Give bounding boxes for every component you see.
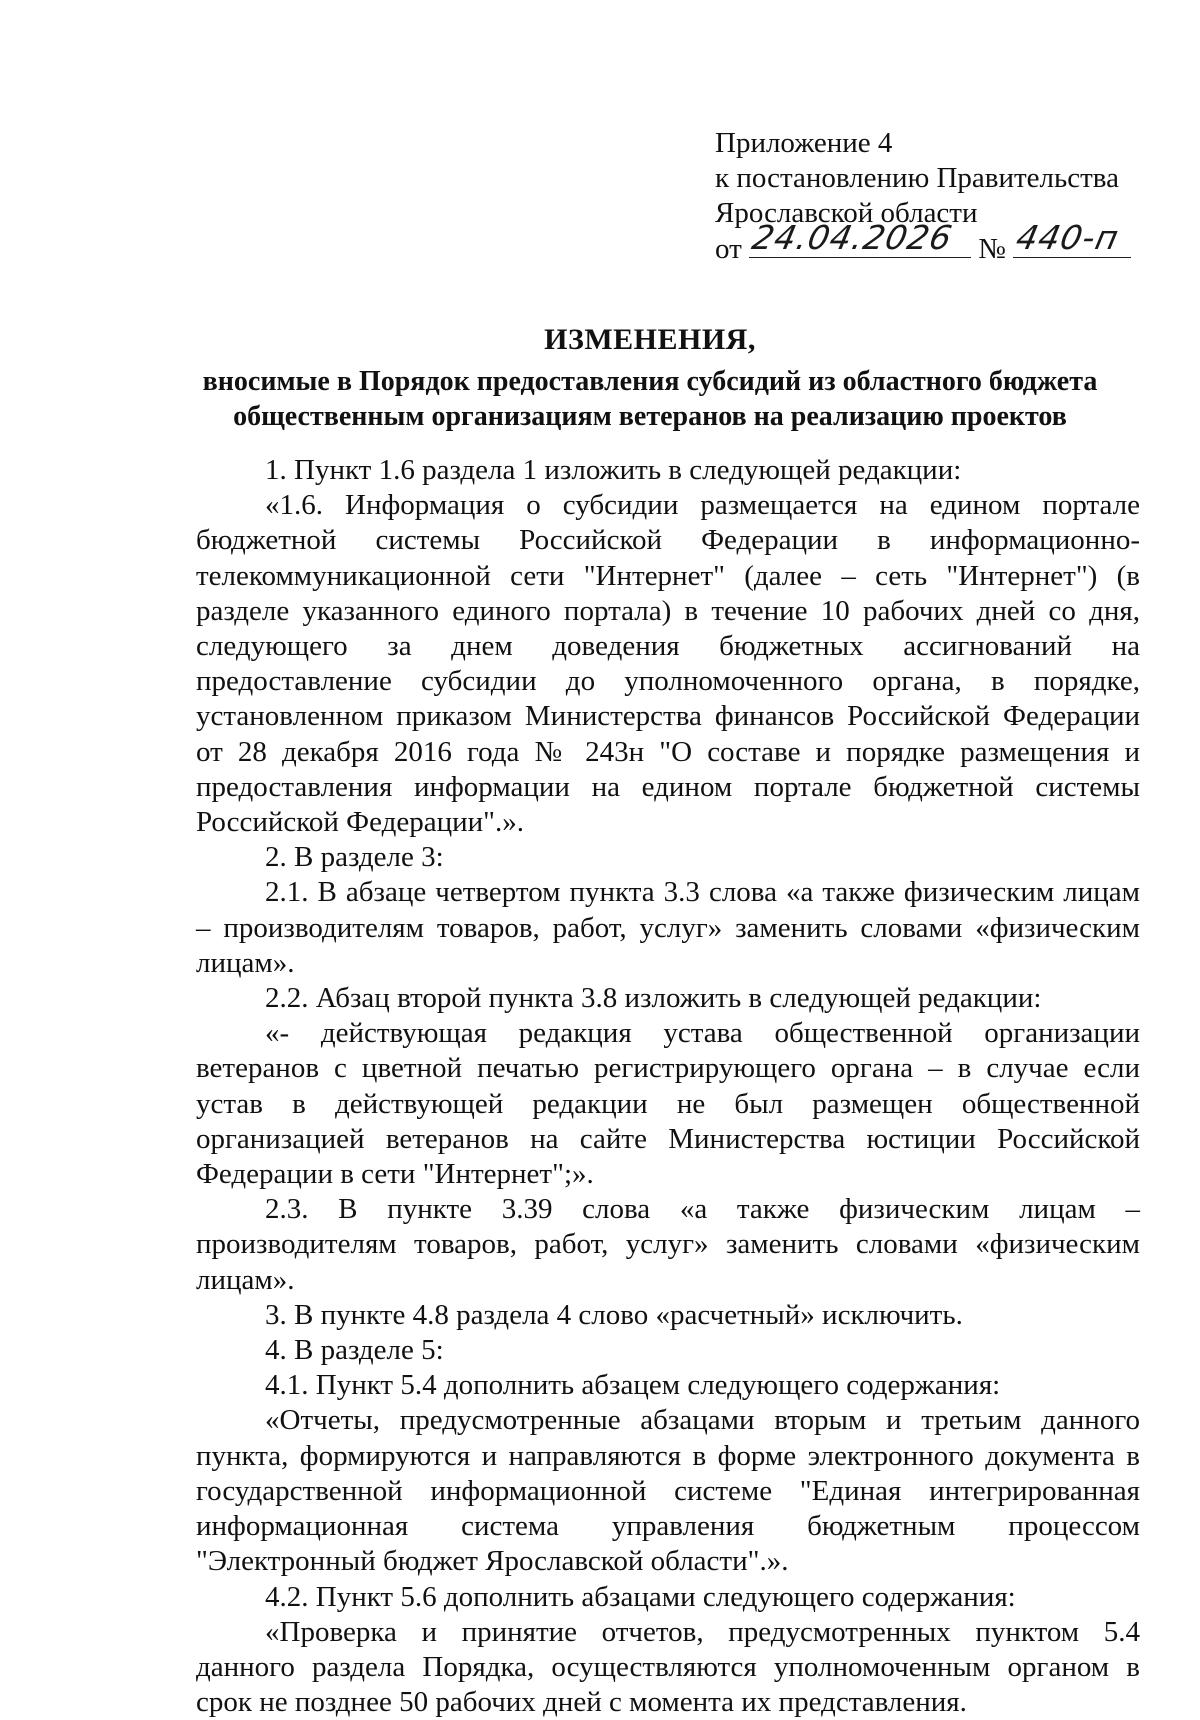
paragraph: «Проверка и принятие отчетов, предусмотренных пунктом 5.4 данного раздела Порядка, осуществляются уполномоченным органом в срок не позднее 50 рабочих дней с момента их представления. [196,1615,1140,1719]
paragraph: 1. Пункт 1.6 раздела 1 изложить в следующей редакции: [265,454,962,486]
document-title [150,322,1150,434]
title-main: ИЗМЕНЕНИЯ, [544,323,756,356]
appendix-region: Ярославской области [715,197,978,229]
paragraph: 4.1. Пункт 5.4 дополнить абзацем следующего содержания: [265,1369,1001,1402]
paragraph: 4. В разделе 5: [265,1334,444,1367]
date-field [748,218,971,258]
appendix-title: Приложение 4 [715,127,893,159]
paragraph: 2.1. В абзаце четвертом пункта 3.3 слова «а также физическим лицам – производителям товаров, работ, услуг» заменить словами «физическим лицам». [196,876,1140,979]
title-line-3: общественным организациям ветеранов на реализацию проектов [233,401,1067,432]
date-handwritten: 24.04.2026 [748,218,957,257]
number-sign: № [978,233,1006,265]
appendix-resolution: к постановлению Правительства [715,162,1119,194]
number-handwritten: 440-п [1013,218,1123,257]
paragraph: 3. В пункте 4.8 раздела 4 слово «расчетный» исключить. [265,1298,963,1331]
appendix-header [715,126,1131,267]
paragraph: 2.2. Абзац второй пункта 3.8 изложить в следующей редакции: [265,982,1042,1015]
appendix-date-number [715,218,1131,267]
date-prefix: от [715,233,742,265]
paragraph: 2. В разделе 3: [265,841,444,874]
paragraph: 2.3. В пункте 3.39 слова «а также физическим лицам – производителям товаров, работ, услуг» заменить словами «физическим лицам». [196,1193,1140,1296]
title-line-2: вносимые в Порядок предоставления субсидий из областного бюджета [202,366,1098,397]
document-body [196,453,1140,1720]
paragraph: «Отчеты, предусмотренные абзацами вторым и третьим данного пункта, формируются и направляются в форме электронного документа в государственной информационной системе "Единая интегрированная информационная система управления бюджетным процессом "Электронный бюджет Ярославской области".». [196,1404,1140,1578]
paragraph: «1.6. Информация о субсидии размещается на едином портале бюджетной системы Российской Федерации в информационно-телекоммуникационной сети "Интернет" (далее – сеть "Интернет") (в разделе указанного единого портала) в течение 10 рабочих дней со дня, следующего за днем доведения бюджетных ассигнований на предоставление субсидии до уполномоченного органа, в порядке, установленном приказом Министерства финансов Российской Федерации от 28 декабря 2016 года № 243н "О составе и порядке размещения и предоставления информации на едином портале бюджетной системы Российской Федерации".». [196,489,1140,839]
paragraph: «- действующая редакция устава общественной организации ветеранов с цветной печатью регистрирующего органа – в случае если устав в действующей редакции не был размещен общественной организацией ветеранов на сайте Министерства юстиции Российской Федерации в сети "Интернет";». [196,1017,1140,1191]
paragraph: 4.2. Пункт 5.6 дополнить абзацами следующего содержания: [265,1580,1016,1613]
number-field [1013,218,1131,258]
